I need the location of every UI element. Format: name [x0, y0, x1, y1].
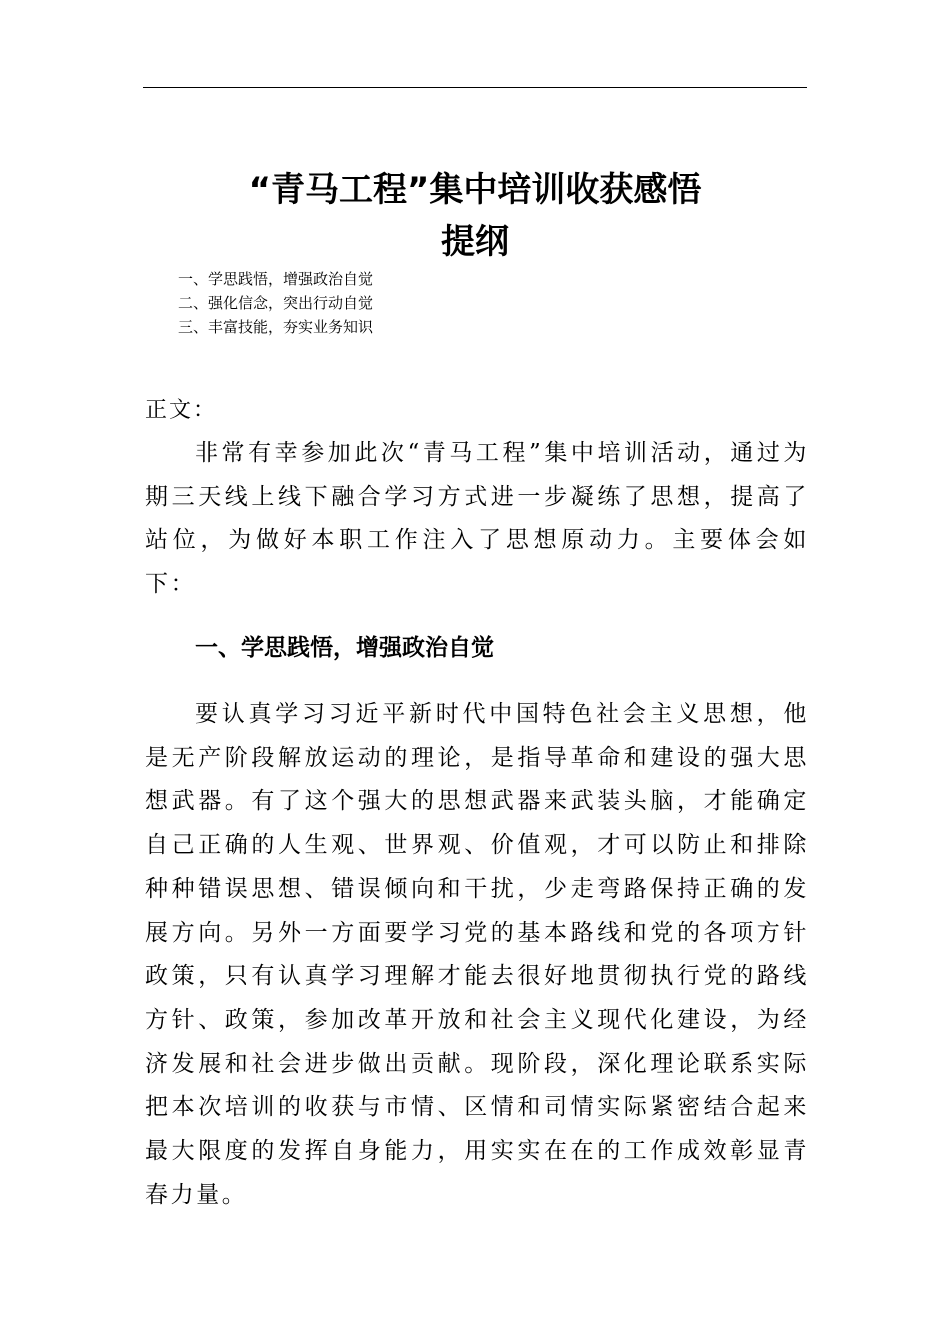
- outline-list: [178, 267, 373, 339]
- document-title: “青马工程”集中培训收获感悟: [248, 170, 702, 210]
- section-heading-1: 一、学思践悟，增强政治自觉: [195, 635, 494, 661]
- outline-item-2: 二、强化信念，突出行动自觉: [178, 294, 374, 312]
- document-subtitle: 提纲: [441, 222, 509, 262]
- body-label: 正文：: [145, 398, 218, 423]
- intro-paragraph: 非常有幸参加此次“青马工程”集中培训活动，通过为期三天线上线下融合学习方式进一步凝练了思想，提高了站位，为做好本职工作注入了思想原动力。主要体会如下：: [145, 440, 809, 598]
- section-1-paragraph: 要认真学习习近平新时代中国特色社会主义思想，他是无产阶段解放运动的理论，是指导革命和建设的强大思想武器。有了这个强大的思想武器来武装头脑，才能确定自己正确的人生观、世界观、价值观，才可以防止和排除种种错误思想、错误倾向和干扰，少走弯路保持正确的发展方向。另外一方面要学习党的基本路线和党的各项方针政策，只有认真学习理解才能去很好地贯彻执行党的路线方针、政策，参加改革开放和社会主义现代化建设，为经济发展和社会进步做出贡献。现阶段，深化理论联系实际把本次培训的收获与市情、区情和司情实际紧密结合起来最大限度的发挥自身能力，用实实在在的工作成效彰显青春力量。: [145, 701, 809, 1208]
- outline-item-1: 一、学思践悟，增强政治自觉: [178, 270, 374, 288]
- outline-item-3: 三、丰富技能，夯实业务知识: [178, 318, 374, 336]
- header-rule: [143, 87, 807, 88]
